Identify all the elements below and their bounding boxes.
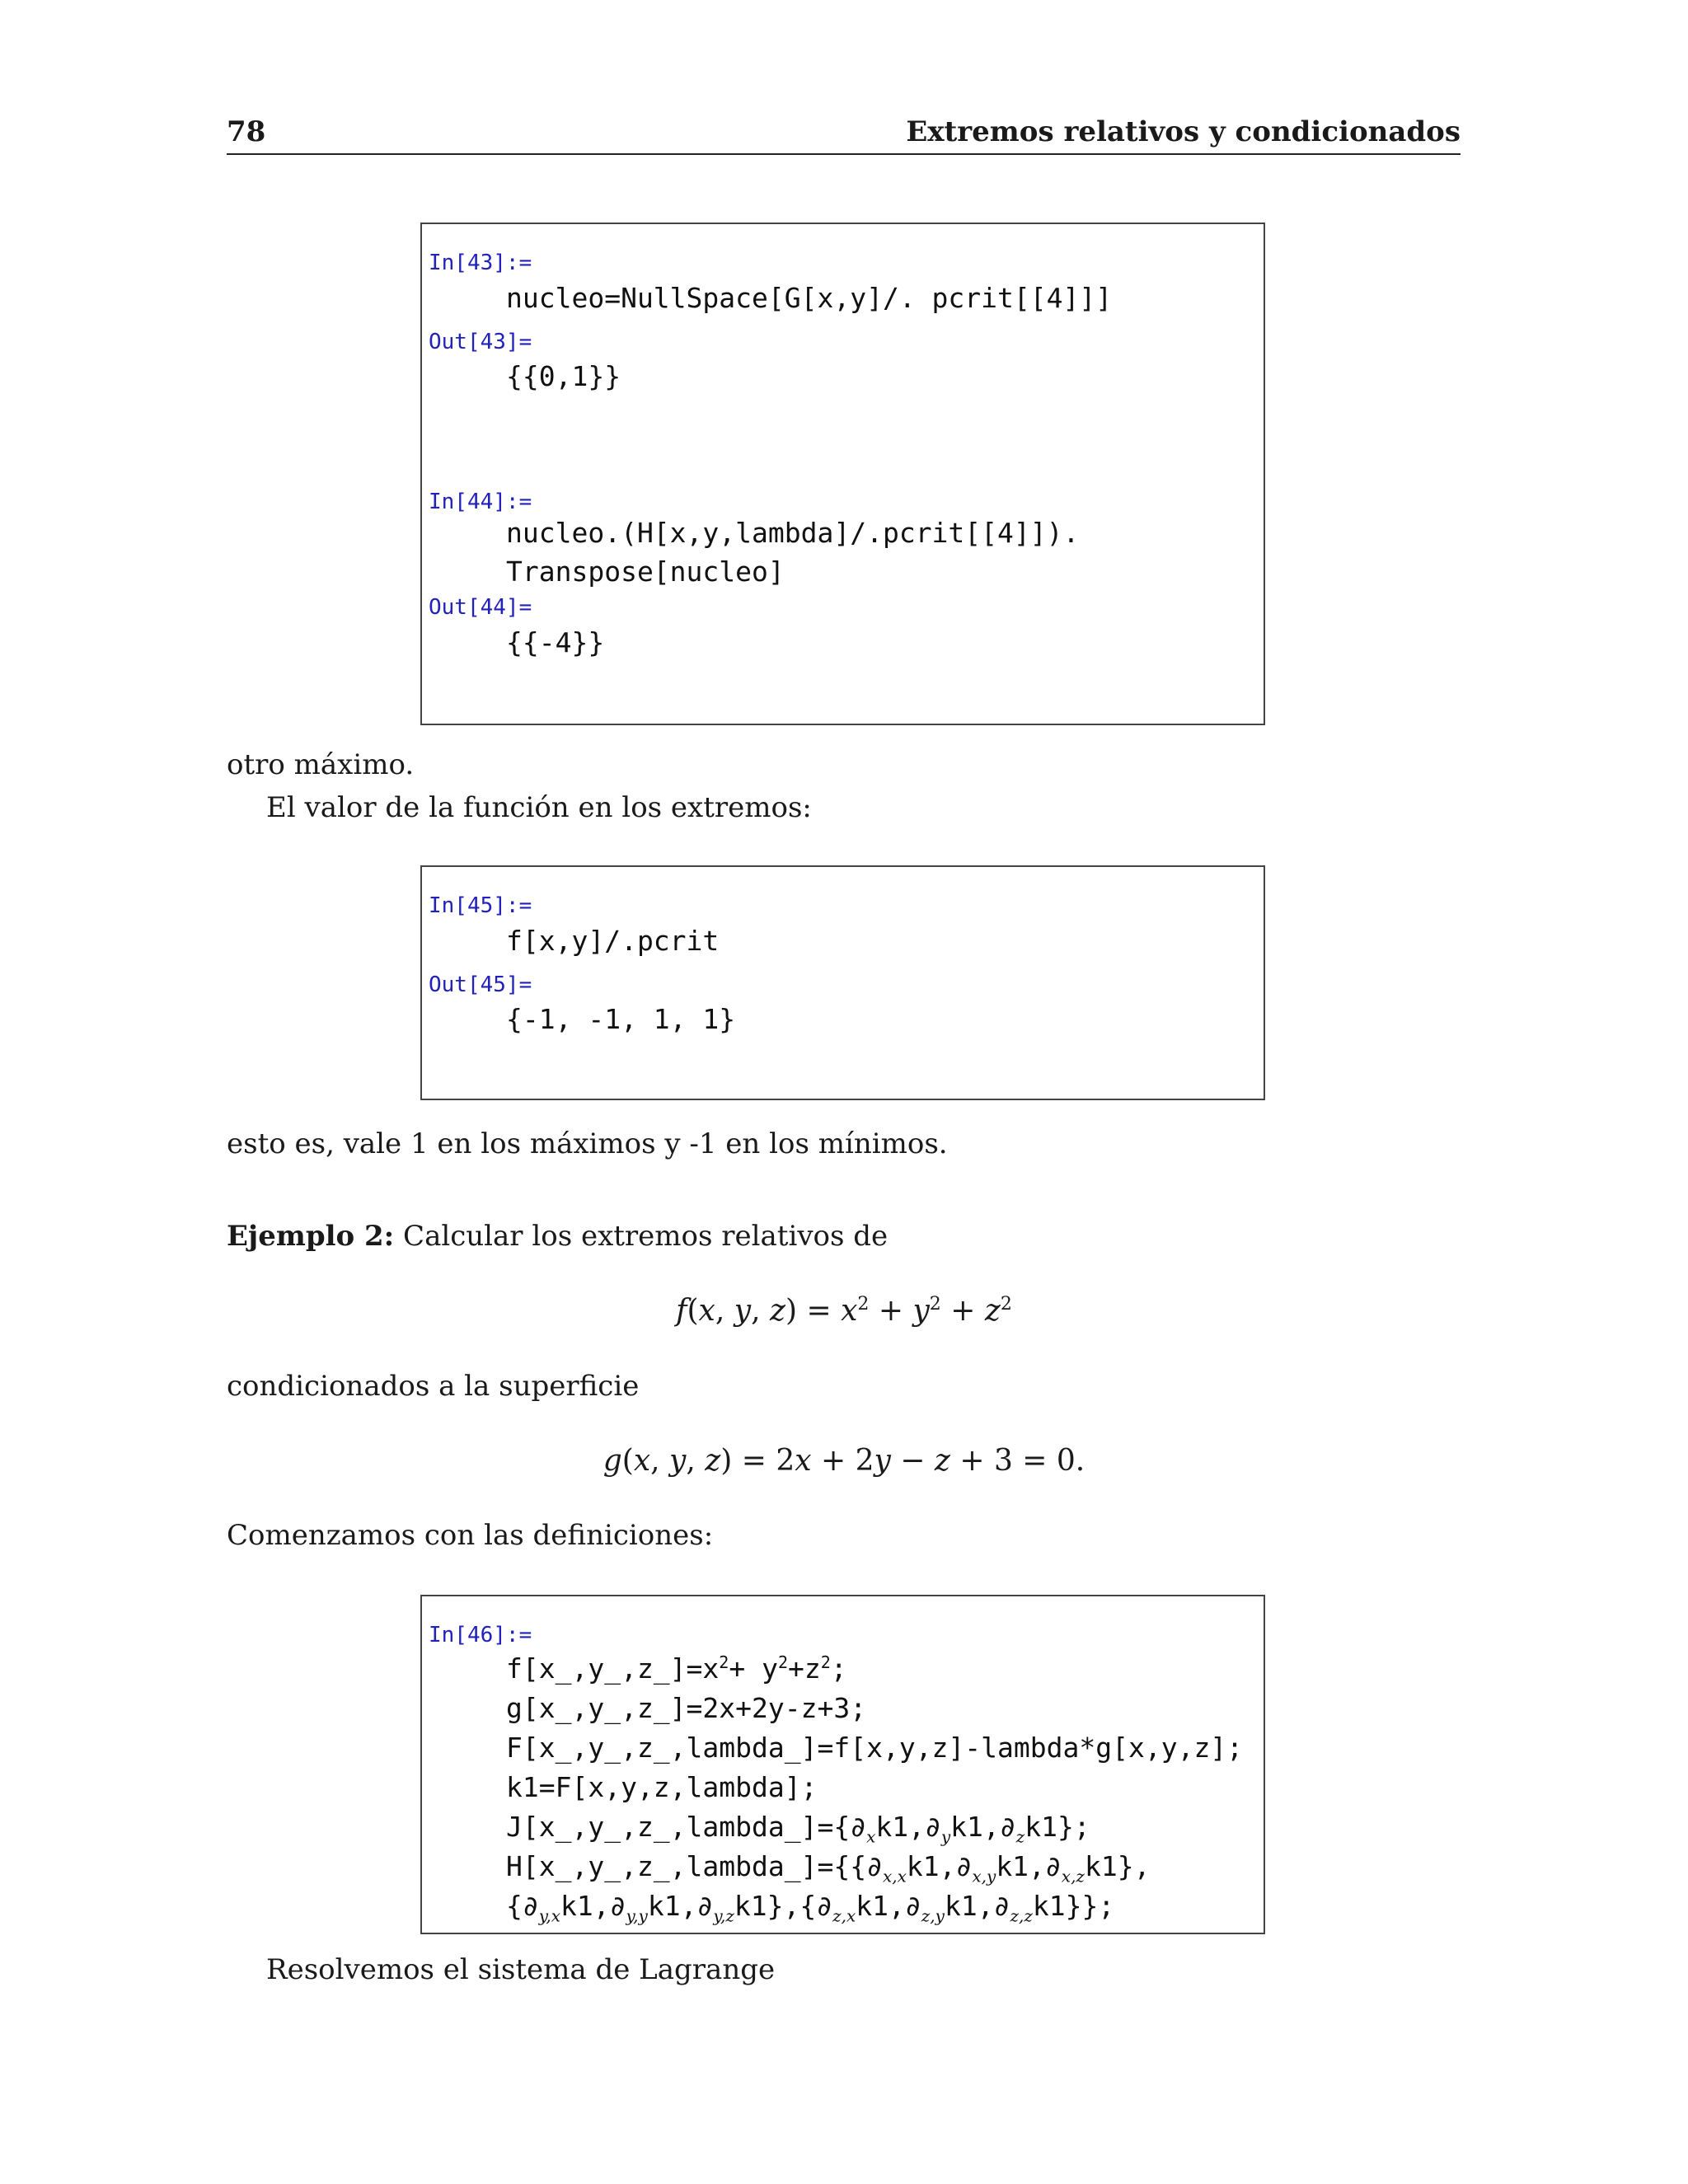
paragraph-ejemplo-2 xyxy=(227,1220,888,1253)
output-prompt-45: Out[45]= xyxy=(429,972,532,997)
paragraph-condicionados: condicionados a la superficie xyxy=(227,1370,640,1403)
code-line-H2: $\{\partial_{y,x}k1,\partial_{y,y}k1,\partial_{y,z}k1\},\{\partial_{z,x}k1,\partial_{z,y}k1,\partial_{z,z}k1\}$}; xyxy=(506,1890,1115,1926)
paragraph-esto-es: esto es, vale 1 en los máximos y -1 en los mínimos. xyxy=(227,1127,948,1160)
ejemplo-text: Calcular los extremos relativos de xyxy=(394,1220,889,1253)
output-code-45: {-1, -1, 1, 1} xyxy=(506,1003,736,1035)
paragraph-resolvemos: Resolvemos el sistema de Lagrange xyxy=(266,1953,776,1986)
running-title: Extremos relativos y condicionados xyxy=(906,115,1461,148)
page-header xyxy=(227,115,1461,155)
formula-f: f(x, y, $z) = x^2 + y^2 + z^2$ xyxy=(676,1294,1012,1328)
code-line-f: $f[x\_,y\_,z\_]=x^2+ y^2+z^2$; xyxy=(506,1652,847,1685)
input-code-43: nucleo=NullSpace[G[x,y]/. pcrit[[4]]] xyxy=(506,282,1113,314)
input-code-45: f[x,y]/.pcrit xyxy=(506,925,720,957)
output-code-43: {{0,1}} xyxy=(506,360,621,392)
page-number: 78 xyxy=(227,115,266,148)
ejemplo-label: Ejemplo 2: xyxy=(227,1220,395,1253)
code-line-F: F[x_,y_,z_,lambda_]=f[x,y,z]-lambda*g[x,y,z]; xyxy=(506,1732,1244,1764)
paragraph-valor-funcion: El valor de la función en los extremos: xyxy=(266,791,812,824)
code-line-J: $J[x\_,y\_,z\_,lambda\_]=\{\partial_xk1,\partial_yk1,\partial_zk1\}$; xyxy=(506,1811,1090,1847)
code-line-H1: $H[x\_,y\_,z\_,lambda\_]=\{\{\partial_{x,x}k1,\partial_{x,y}k1,\partial_{x,z}k1\}$, xyxy=(506,1850,1151,1886)
input-prompt-45: In[45]:= xyxy=(429,893,532,918)
code-cell-46 xyxy=(420,1595,1265,1934)
input-prompt-44: In[44]:= xyxy=(429,490,532,514)
output-code-44: {{-4}} xyxy=(506,626,605,658)
code-line-k1: k1=F[x,y,z,lambda]; xyxy=(506,1771,818,1803)
input-prompt-43: In[43]:= xyxy=(429,251,532,275)
paragraph-otro-maximo: otro máximo. xyxy=(227,748,415,781)
code-line-g: g[x_,y_,z_]=2x+2y-z+3; xyxy=(506,1692,867,1724)
output-prompt-44: Out[44]= xyxy=(429,595,532,620)
code-cell-43-44 xyxy=(420,223,1265,725)
code-cell-45 xyxy=(420,865,1265,1100)
output-prompt-43: Out[43]= xyxy=(429,330,532,354)
input-prompt-46: In[46]:= xyxy=(429,1623,532,1647)
input-code-44-line2: Transpose[nucleo] xyxy=(506,555,785,588)
formula-g: g(x, y, z) = 2x + 2y − z + 3 = 0. xyxy=(603,1444,1085,1478)
input-code-44-line1: nucleo.(H[x,y,lambda]/.pcrit[[4]]). xyxy=(506,517,1080,549)
paragraph-comenzamos: Comenzamos con las definiciones: xyxy=(227,1519,714,1552)
